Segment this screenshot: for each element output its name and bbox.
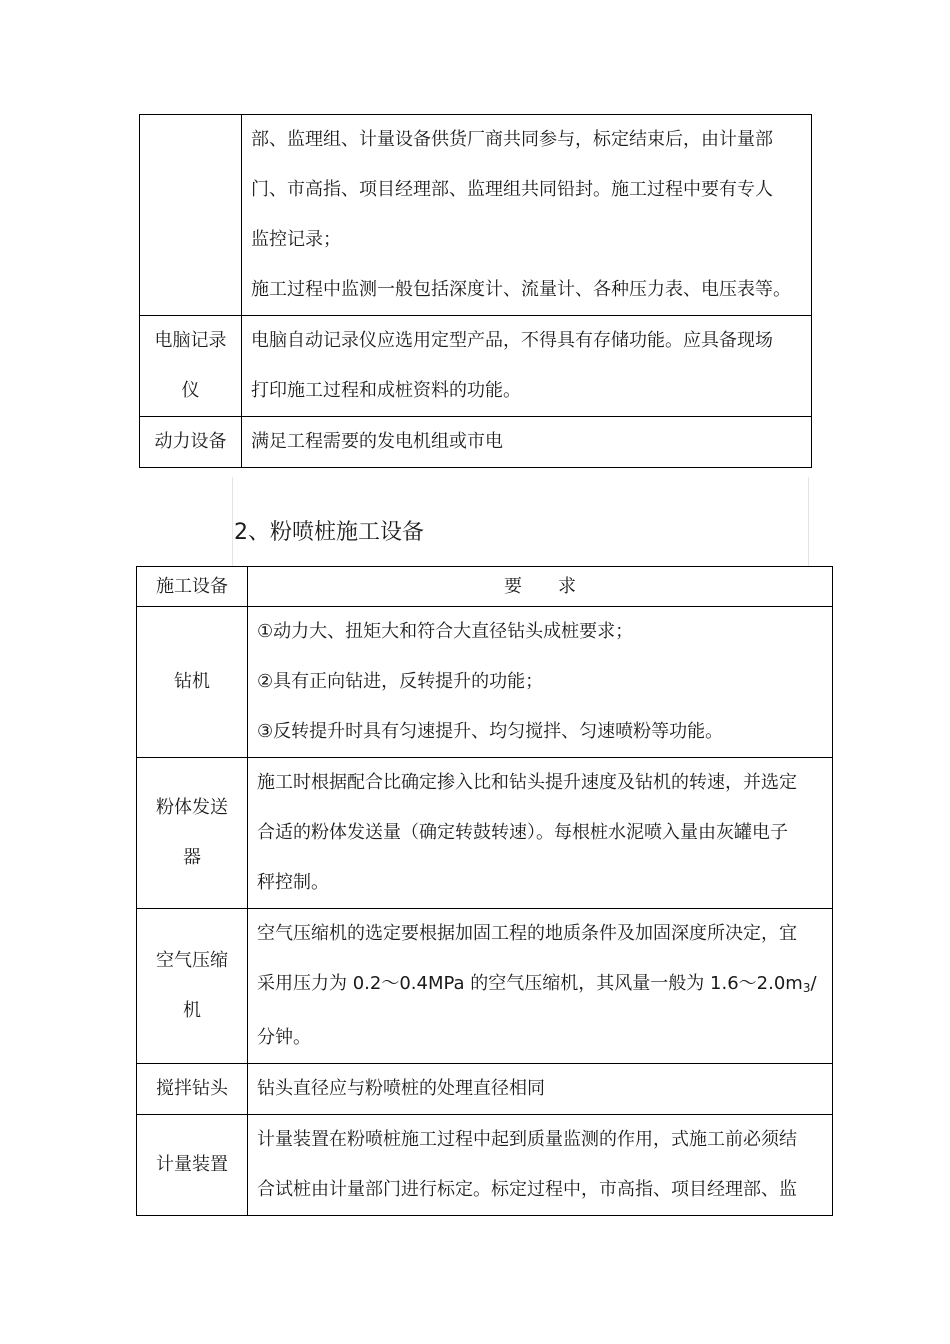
section-heading: 2、粉喷桩施工设备 <box>234 520 424 545</box>
table-row <box>140 316 812 417</box>
table-row <box>137 1115 833 1216</box>
row-label: 计量装置 <box>137 1115 248 1216</box>
row-requirement <box>248 758 833 909</box>
text-line: 打印施工过程和成桩资料的功能。 <box>251 380 521 401</box>
row-requirement <box>242 115 812 316</box>
text-line: 钻头直径应与粉喷桩的处理直径相同 <box>257 1078 545 1099</box>
row-label: 钻机 <box>137 607 248 758</box>
header-equipment: 施工设备 <box>137 567 248 607</box>
header-requirements: 要 求 <box>248 567 833 607</box>
text-line: ①动力大、扭矩大和符合大直径钻头成桩要求； <box>257 621 634 642</box>
label-line: 机 <box>183 1000 201 1021</box>
text-line: ②具有正向钻进，反转提升的功能； <box>257 671 544 692</box>
row-requirement <box>248 1064 833 1115</box>
table-row <box>140 417 812 468</box>
divider <box>232 477 233 567</box>
unit-subscript: 3 <box>802 981 811 995</box>
label-line: 粉体发送 <box>156 797 228 818</box>
text-line: ③反转提升时具有匀速提升、均匀搅拌、匀速喷粉等功能。 <box>257 721 724 742</box>
text-line <box>257 959 824 1013</box>
row-requirement <box>242 316 812 417</box>
table-row <box>137 909 833 1064</box>
text-line: 秤控制。 <box>257 872 329 893</box>
row-label: 搅拌钻头 <box>137 1064 248 1115</box>
row-requirement <box>242 417 812 468</box>
text-segment: 采用压力为 0.2～0.4MPa 的空气压缩机，其风量一般为 1.6～2.0m <box>257 973 803 994</box>
text-line: 施工过程中监测一般包括深度计、流量计、各种压力表、电压表等。 <box>251 279 791 300</box>
text-segment: / <box>810 973 817 994</box>
powder-pile-equipment-table <box>136 566 833 1216</box>
text-line: 门、市高指、项目经理部、监理组共同铅封。施工过程中要有专人 <box>251 179 773 200</box>
equipment-table-continued <box>139 114 812 468</box>
label-line: 仪 <box>181 380 200 401</box>
table-row <box>137 758 833 909</box>
divider <box>808 477 809 567</box>
row-requirement <box>248 1115 833 1216</box>
text-line: 合试桩由计量部门进行标定。标定过程中，市高指、项目经理部、监 <box>257 1179 797 1200</box>
table-header-row <box>137 567 833 607</box>
table-row <box>137 607 833 758</box>
label-line: 空气压缩 <box>156 950 228 971</box>
row-label <box>140 115 242 316</box>
label-line: 器 <box>183 847 201 868</box>
text-line: 部、监理组、计量设备供货厂商共同参与，标定结束后，由计量部 <box>251 129 773 150</box>
text-line: 施工时根据配合比确定掺入比和钻头提升速度及钻机的转速，并选定 <box>257 772 797 793</box>
row-requirement <box>248 909 833 1064</box>
row-requirement <box>248 607 833 758</box>
text-line: 满足工程需要的发电机组或市电 <box>251 431 503 452</box>
text-line: 合适的粉体发送量（确定转鼓转速）。每根桩水泥喷入量由灰罐电子 <box>257 822 788 843</box>
text-line: 分钟。 <box>257 1027 311 1048</box>
label-line: 电脑记录 <box>154 330 227 351</box>
row-label <box>137 909 248 1064</box>
row-label <box>140 316 242 417</box>
text-line: 空气压缩机的选定要根据加固工程的地质条件及加固深度所决定，宜 <box>257 923 797 944</box>
row-label <box>137 758 248 909</box>
table-row <box>137 1064 833 1115</box>
text-line: 监控记录； <box>251 229 341 250</box>
row-label: 动力设备 <box>140 417 242 468</box>
text-line: 计量装置在粉喷桩施工过程中起到质量监测的作用，式施工前必须结 <box>257 1129 797 1150</box>
text-line: 电脑自动记录仪应选用定型产品，不得具有存储功能。应具备现场 <box>251 330 773 351</box>
table-row <box>140 115 812 316</box>
